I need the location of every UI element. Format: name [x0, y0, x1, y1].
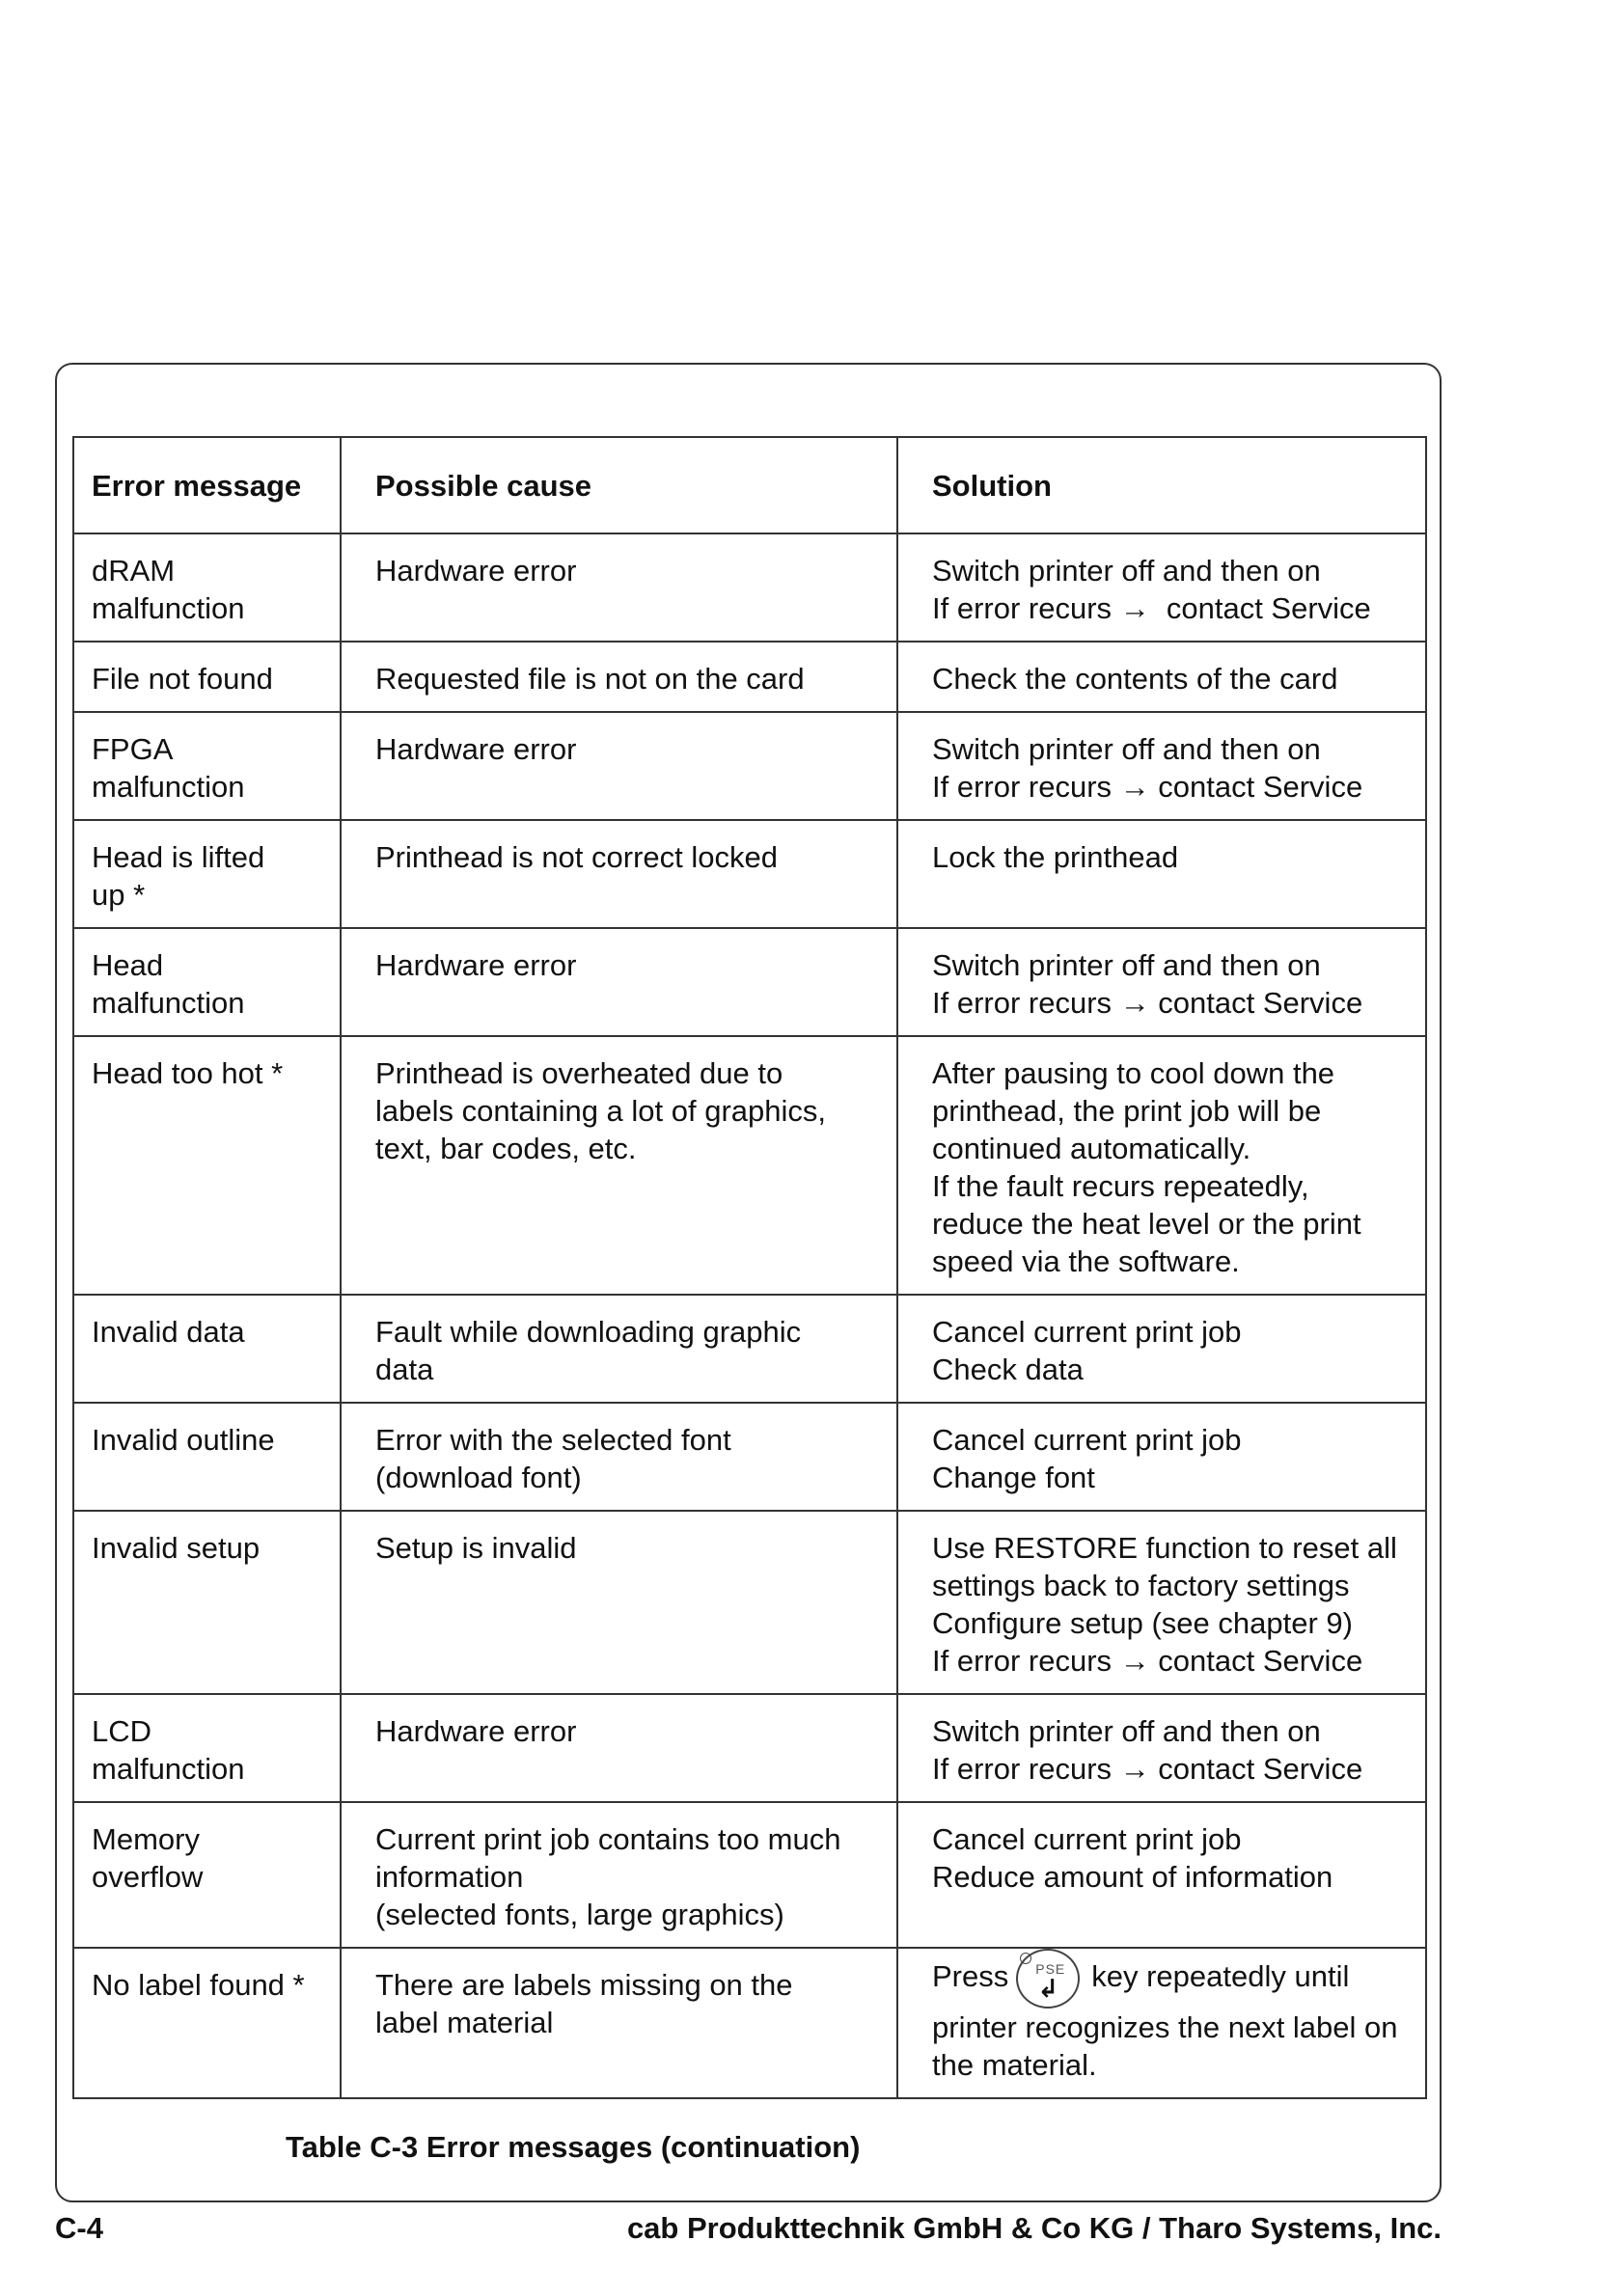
solution-line: Switch printer off and then on: [932, 948, 1321, 982]
possible-cause-cell: [341, 1511, 897, 1694]
pause-key-icon: [1016, 1949, 1080, 2009]
solution-cell: [897, 1694, 1426, 1802]
error-message-cell: [73, 712, 341, 820]
page-number: C-4: [55, 2211, 103, 2245]
solution-line: Reduce amount of information: [932, 1860, 1333, 1894]
possible-cause-cell: [341, 642, 897, 712]
possible-cause-line: Current print job contains too much: [375, 1822, 841, 1856]
solution-line: Lock the printhead: [932, 840, 1179, 874]
table-caption: Table C-3 Error messages (continuation): [286, 2130, 861, 2164]
possible-cause-line: text, bar codes, etc.: [375, 1132, 637, 1165]
solution-line: If error recurs → contact Service: [932, 1644, 1363, 1678]
possible-cause-cell: [341, 1948, 897, 2098]
error-message-line: Invalid data: [92, 1315, 245, 1349]
press-key-line: [932, 1949, 1414, 2009]
error-message-line: Invalid outline: [92, 1423, 275, 1457]
table-header-row: [73, 437, 1426, 533]
possible-cause-line: Hardware error: [375, 948, 577, 982]
solution-line: speed via the software.: [932, 1244, 1240, 1278]
possible-cause-cell: [341, 1403, 897, 1511]
publisher-footer: cab Produkttechnik GmbH & Co KG / Tharo Systems, Inc.: [626, 2211, 1442, 2245]
table-row-dram-malfunction: [73, 533, 1426, 642]
solution-line: Cancel current print job: [932, 1423, 1242, 1457]
possible-cause-cell: [341, 1295, 897, 1403]
table-row-invalid-setup: [73, 1511, 1426, 1694]
cause-line: label material: [375, 2006, 554, 2039]
possible-cause-line: Setup is invalid: [375, 1531, 577, 1565]
solution-line: If the fault recurs repeatedly,: [932, 1169, 1309, 1203]
possible-cause-line: Hardware error: [375, 732, 577, 766]
table-row-head-too-hot: [73, 1036, 1426, 1295]
solution-cell: [897, 1036, 1426, 1295]
solution-line: Configure setup (see chapter 9): [932, 1606, 1353, 1640]
error-message-cell: [73, 1802, 341, 1948]
key-indicator-dot: [1020, 1953, 1031, 1964]
error-message-cell: [73, 1295, 341, 1403]
table-row-memory-overflow: [73, 1802, 1426, 1948]
error-message-cell: [73, 1036, 341, 1295]
solution-cell: [897, 928, 1426, 1036]
error-message-line: File not found: [92, 662, 273, 696]
solution-cell: [897, 1802, 1426, 1948]
solution-cell: [897, 1403, 1426, 1511]
solution-line: Cancel current print job: [932, 1822, 1242, 1856]
solution-line: If error recurs → contact Service: [932, 1752, 1363, 1786]
table-row-head-is-lifted-up: [73, 820, 1426, 928]
header-possible-cause: Possible cause: [341, 437, 897, 533]
error-message-cell: [73, 533, 341, 642]
solution-line: the material.: [932, 2048, 1097, 2082]
error-message-line: up *: [92, 878, 146, 912]
possible-cause-line: (download font): [375, 1461, 582, 1494]
error-message-line: malfunction: [92, 591, 245, 625]
possible-cause-cell: [341, 1036, 897, 1295]
solution-line: If error recurs → contact Service: [932, 591, 1371, 625]
possible-cause-cell: [341, 533, 897, 642]
table-row-invalid-data: [73, 1295, 1426, 1403]
table-body: [73, 533, 1426, 2098]
cause-line: There are labels missing on the: [375, 1968, 793, 2002]
error-message-line: dRAM: [92, 554, 176, 588]
table-row-lcd-malfunction: [73, 1694, 1426, 1802]
error-message-line: FPGA: [92, 732, 174, 766]
error-message-cell: [73, 642, 341, 712]
table-row-head-malfunction: [73, 928, 1426, 1036]
possible-cause-line: (selected fonts, large graphics): [375, 1898, 784, 1931]
error-message-line: LCD: [92, 1714, 152, 1748]
solution-line: After pausing to cool down the: [932, 1056, 1335, 1090]
error-message-line: Head is lifted: [92, 840, 265, 874]
error-message-line: Invalid setup: [92, 1531, 261, 1565]
possible-cause-line: Fault while downloading graphic: [375, 1315, 802, 1349]
solution-line: settings back to factory settings: [932, 1569, 1350, 1602]
header-solution: Solution: [897, 437, 1426, 533]
solution-line: printer recognizes the next label on: [932, 2010, 1398, 2044]
solution-cell: [897, 642, 1426, 712]
error-message-cell: [73, 820, 341, 928]
solution-line: Cancel current print job: [932, 1315, 1242, 1349]
possible-cause-line: Hardware error: [375, 1714, 577, 1748]
possible-cause-cell: [341, 820, 897, 928]
error-message-cell: [73, 1511, 341, 1694]
possible-cause-line: Requested file is not on the card: [375, 662, 805, 696]
solution-line: If error recurs → contact Service: [932, 770, 1363, 804]
after-key-text: key repeatedly until: [1091, 1959, 1350, 1994]
error-message-line: Head too hot *: [92, 1056, 284, 1090]
possible-cause-cell: [341, 928, 897, 1036]
possible-cause-line: data: [375, 1353, 434, 1386]
table-row-no-label-found: [73, 1948, 1426, 2098]
solution-line: Change font: [932, 1461, 1095, 1494]
press-text: Press: [932, 1959, 1009, 1994]
error-message-line: overflow: [92, 1860, 204, 1894]
possible-cause-line: Error with the selected font: [375, 1423, 731, 1457]
table-row-file-not-found: [73, 642, 1426, 712]
solution-line: Switch printer off and then on: [932, 554, 1321, 588]
possible-cause-line: Printhead is not correct locked: [375, 840, 778, 874]
table-row-invalid-outline: [73, 1403, 1426, 1511]
enter-arrow-icon: ↲: [1037, 1974, 1059, 2003]
possible-cause-line: labels containing a lot of graphics,: [375, 1094, 827, 1128]
solution-line: continued automatically.: [932, 1132, 1251, 1165]
error-message-line: malfunction: [92, 986, 245, 1020]
solution-line: printhead, the print job will be: [932, 1094, 1322, 1128]
possible-cause-cell: [341, 712, 897, 820]
error-message-cell: [73, 1403, 341, 1511]
solution-cell: [897, 1511, 1426, 1694]
solution-cell: [897, 1948, 1426, 2098]
solution-cell: [897, 1295, 1426, 1403]
solution-line: Check the contents of the card: [932, 662, 1338, 696]
solution-line: Switch printer off and then on: [932, 732, 1321, 766]
solution-line: Switch printer off and then on: [932, 1714, 1321, 1748]
error-message-line: Memory: [92, 1822, 200, 1856]
error-message-line: Head: [92, 948, 164, 982]
solution-cell: [897, 533, 1426, 642]
header-error-message: Error message: [73, 437, 341, 533]
possible-cause-line: Hardware error: [375, 554, 577, 588]
solution-cell: [897, 820, 1426, 928]
solution-line: If error recurs → contact Service: [932, 986, 1363, 1020]
error-message-text: No label found *: [92, 1968, 305, 2002]
pause-key-label: PSE: [1035, 1961, 1066, 1977]
solution-line: Check data: [932, 1353, 1084, 1386]
table-row-fpga-malfunction: [73, 712, 1426, 820]
error-message-cell: [73, 1694, 341, 1802]
possible-cause-cell: [341, 1802, 897, 1948]
error-message-cell: [73, 1948, 341, 2098]
solution-line: Use RESTORE function to reset all: [932, 1531, 1397, 1565]
error-message-line: malfunction: [92, 1752, 245, 1786]
solution-cell: [897, 712, 1426, 820]
possible-cause-cell: [341, 1694, 897, 1802]
error-message-cell: [73, 928, 341, 1036]
solution-line: reduce the heat level or the print: [932, 1207, 1361, 1241]
possible-cause-line: Printhead is overheated due to: [375, 1056, 783, 1090]
error-messages-table: [72, 436, 1427, 2099]
error-message-line: malfunction: [92, 770, 245, 804]
possible-cause-line: information: [375, 1860, 524, 1894]
